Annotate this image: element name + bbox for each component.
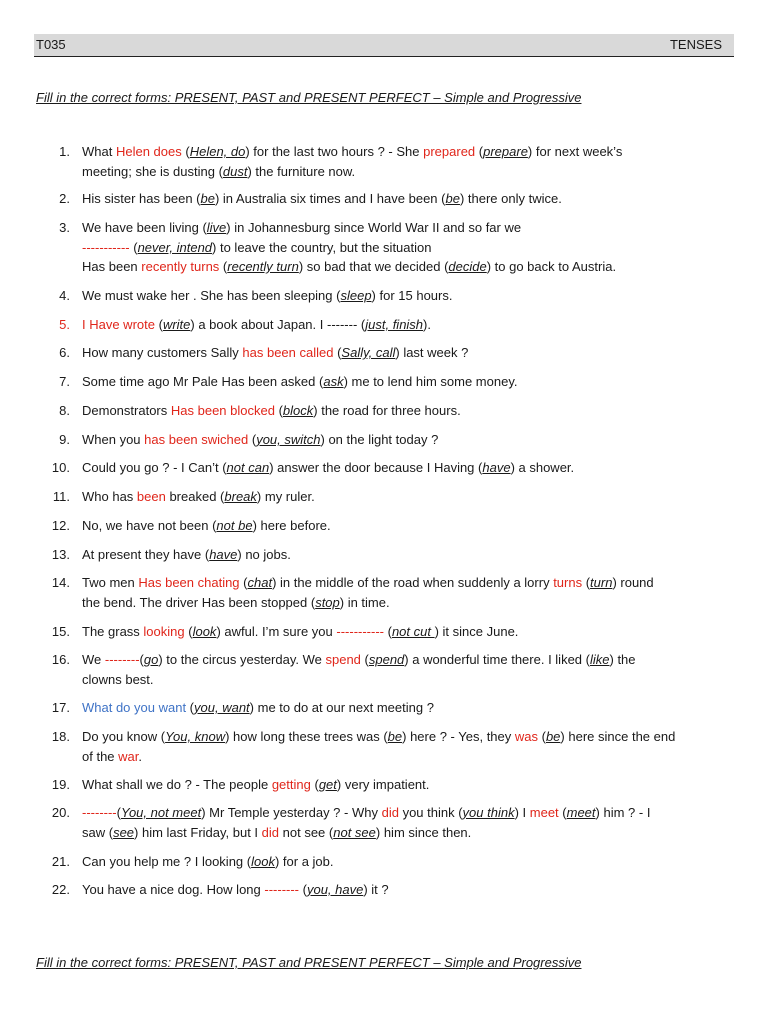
exercise-number: 8. [59, 403, 70, 418]
verb-hint: Sally, call [341, 345, 396, 360]
sentence-text: Who has [82, 489, 137, 504]
sentence-text: ) for a job. [274, 854, 334, 869]
sentence-text: ) to go back to Austria. [486, 259, 617, 274]
sentence-text: ) on the light today ? [320, 432, 439, 447]
sentence-text: Could you go ? - I Can’t ( [82, 460, 227, 475]
verb-hint: You, know [165, 729, 226, 744]
answer-text: has been swiched [144, 432, 249, 447]
exercise-line [82, 747, 730, 767]
exercise-text [82, 343, 730, 363]
sentence-text: How many customers Sally [82, 345, 243, 360]
exercise-line [82, 698, 730, 718]
answer-text: recently turns [141, 259, 220, 274]
answer-text: Helen does [115, 144, 182, 159]
exercise-line [82, 430, 730, 450]
exercise-line [82, 545, 730, 565]
sentence-text: breaked ( [165, 489, 225, 504]
worksheet-code: T035 [36, 37, 66, 52]
exercise-text [82, 487, 730, 507]
exercise-number: 1. [59, 144, 70, 159]
sentence-text: . [138, 748, 142, 764]
exercise-text [82, 573, 730, 612]
sentence-text: ) a shower. [510, 460, 575, 475]
answer-text: -------- [82, 805, 117, 820]
sentence-text: When you [82, 432, 145, 447]
sentence-text: ( [299, 882, 307, 897]
sentence-text: ) me to do at our next meeting ? [249, 700, 434, 715]
exercise-number: 5. [59, 317, 70, 332]
sentence-text: We must wake her . She has been sleeping ( [82, 288, 341, 303]
sentence-text: ( [139, 652, 144, 667]
exercise-line [82, 593, 730, 613]
verb-hint: have [209, 547, 238, 562]
sentence-text: ) I [514, 805, 530, 820]
exercise-text [82, 545, 730, 565]
exercise-item [0, 545, 768, 565]
sentence-text: No, we have not been ( [82, 518, 217, 533]
sentence-text: We [82, 652, 105, 667]
exercise-item [0, 458, 768, 478]
sentence-text: ) the furniture now. [247, 163, 356, 179]
sentence-text: ( [582, 575, 591, 590]
exercise-text [82, 650, 730, 689]
exercise-line [82, 516, 730, 536]
verb-hint: be [445, 191, 460, 206]
exercise-number: 6. [59, 345, 70, 360]
sentence-text: you think ( [398, 805, 463, 820]
exercise-line [82, 218, 730, 238]
exercise-number: 21. [51, 854, 70, 869]
sentence-text: ) so bad that we decided ( [298, 259, 449, 274]
exercise-text [82, 401, 730, 421]
exercise-item [0, 189, 768, 209]
answer-text: meet [529, 805, 559, 820]
answer-text: did [261, 824, 280, 840]
exercise-number: 20. [51, 805, 70, 820]
exercise-line [82, 372, 730, 392]
exercise-text [82, 516, 730, 536]
sentence-text: ( [239, 575, 248, 590]
sentence-text: ) how long these trees was ( [225, 729, 388, 744]
sentence-text: ) the road for three hours. [313, 403, 461, 418]
sentence-text: ( [538, 729, 546, 744]
exercise-item [0, 803, 768, 842]
sentence-text: ( [558, 805, 567, 820]
exercise-line [82, 487, 730, 507]
sentence-text: ( [129, 239, 138, 255]
exercise-text [82, 698, 730, 718]
sentence-text: clowns best. [82, 671, 154, 687]
exercise-number: 22. [51, 882, 70, 897]
header-bar [34, 34, 734, 57]
sentence-text: the bend. The driver Has been stopped ( [82, 594, 316, 610]
sentence-text: ) me to lend him some money. [343, 374, 518, 389]
exercise-line [82, 189, 730, 209]
sentence-text: ( [360, 652, 369, 667]
exercise-number: 12. [51, 518, 70, 533]
verb-hint: spend [368, 652, 405, 667]
exercise-number: 13. [51, 547, 70, 562]
answer-text: looking [143, 624, 185, 639]
sentence-text: ( [384, 624, 392, 639]
exercise-item [0, 516, 768, 536]
answer-text: has been called [242, 345, 334, 360]
answer-text: Has been chating [138, 575, 240, 590]
exercise-text [82, 189, 730, 209]
answer-text: ----------- [336, 624, 384, 639]
exercise-line [82, 401, 730, 421]
exercise-text [82, 622, 730, 642]
sentence-text: ( [333, 345, 342, 360]
answer-text: been [136, 489, 166, 504]
sentence-text: ) here ? - Yes, they [402, 729, 515, 744]
exercise-text [82, 430, 730, 450]
sentence-text: ) for 15 hours. [371, 288, 453, 303]
sentence-text: Some time ago Mr Pale Has been asked ( [82, 374, 324, 389]
exercise-number: 15. [51, 624, 70, 639]
exercise-line [82, 315, 730, 335]
exercise-number: 19. [51, 777, 70, 792]
exercise-text [82, 315, 730, 335]
sentence-text: ( [248, 432, 257, 447]
sentence-text: ) in Johannesburg since World War II and so far we [226, 220, 522, 235]
verb-hint: Helen, do [189, 144, 246, 159]
exercise-number: 4. [59, 288, 70, 303]
exercise-number: 14. [51, 575, 70, 590]
worksheet-topic: TENSES [669, 37, 722, 52]
exercise-number: 16. [51, 652, 70, 667]
exercise-line [82, 670, 730, 690]
sentence-text: ) a wonderful time there. I liked ( [404, 652, 590, 667]
verb-hint: write [162, 317, 191, 332]
sentence-text: ( [310, 777, 319, 792]
exercise-text [82, 142, 730, 181]
sentence-text: ) no jobs. [237, 547, 291, 562]
sentence-text: ) here since the end [560, 729, 676, 744]
sentence-text: His sister has been ( [82, 191, 201, 206]
sentence-text: ) my ruler. [256, 489, 315, 504]
sentence-text: ) in time. [339, 594, 390, 610]
sentence-text: ) awful. I’m sure you [216, 624, 337, 639]
exercise-text [82, 803, 730, 842]
exercise-text [82, 286, 730, 306]
answer-text: ----------- [82, 239, 130, 255]
verb-hint: you, switch [256, 432, 321, 447]
exercise-item [0, 142, 768, 181]
verb-hint: have [482, 460, 511, 475]
sentence-text: ) here before. [252, 518, 331, 533]
exercise-number: 11. [52, 489, 70, 504]
verb-hint: go [143, 652, 159, 667]
answer-text: prepared [423, 144, 476, 159]
sentence-text: saw ( [82, 824, 114, 840]
sentence-text: Do you know ( [82, 729, 166, 744]
sentence-text: ( [154, 317, 163, 332]
verb-hint: prepare [483, 144, 528, 159]
sentence-text: ) it ? [363, 882, 389, 897]
sentence-text: ) him last Friday, but I [134, 824, 262, 840]
exercise-item [0, 698, 768, 718]
exercise-item [0, 430, 768, 450]
exercise-item [0, 218, 768, 277]
verb-hint: just, finish [365, 317, 424, 332]
sentence-text: ) very impatient. [336, 777, 430, 792]
exercise-line [82, 727, 730, 747]
exercise-number: 18. [51, 729, 70, 744]
sentence-text: of the [82, 748, 119, 764]
answer-text: spend [325, 652, 361, 667]
verb-hint: live [206, 220, 227, 235]
answer-text: What do you want [82, 700, 187, 715]
answer-text: -------- [264, 882, 300, 897]
sentence-text: ) last week ? [395, 345, 469, 360]
sentence-text: ) him since then. [375, 824, 472, 840]
exercise-text [82, 218, 730, 277]
sentence-text: ). [423, 317, 431, 332]
exercise-line [82, 458, 730, 478]
verb-hint: decide [448, 259, 487, 274]
exercise-line [82, 286, 730, 306]
sentence-text: ) it since June. [434, 624, 519, 639]
sentence-text: ) Mr Temple yesterday ? - Why [201, 805, 382, 820]
verb-hint: recently turn [227, 259, 299, 274]
sentence-text: At present they have ( [82, 547, 210, 562]
verb-hint: you, have [306, 882, 364, 897]
verb-hint: you think [462, 805, 515, 820]
verb-hint: block [282, 403, 314, 418]
instruction-bottom: Fill in the correct forms: PRESENT, PAST and PRESENT PERFECT – Simple and Progressive [36, 955, 582, 970]
sentence-text: ) in the middle of the road when suddenly a lorry [272, 575, 554, 590]
verb-hint: not be [216, 518, 253, 533]
exercise-item [0, 401, 768, 421]
answer-text: -------- [104, 652, 140, 667]
verb-hint: meet [566, 805, 596, 820]
sentence-text: meeting; she is dusting ( [82, 163, 223, 179]
exercise-line [82, 880, 730, 900]
exercise-text [82, 880, 730, 900]
answer-text: war [118, 748, 139, 764]
exercise-item [0, 343, 768, 363]
exercise-line [82, 573, 730, 593]
exercise-line [82, 823, 730, 843]
exercise-item [0, 727, 768, 766]
sentence-text: ( [186, 700, 195, 715]
answer-text: was [514, 729, 538, 744]
exercise-line [82, 803, 730, 823]
sentence-text: ) to leave the country, but the situation [212, 239, 432, 255]
exercise-number: 7. [59, 374, 70, 389]
sentence-text: ( [219, 259, 228, 274]
sentence-text: ) for next week’s [527, 144, 623, 159]
exercise-line [82, 142, 730, 162]
verb-hint: never, intend [137, 239, 213, 255]
exercise-number: 9. [59, 432, 70, 447]
sentence-text: ) for the last two hours ? - She [245, 144, 424, 159]
sentence-text: You have a nice dog. How long [82, 882, 265, 897]
exercise-item [0, 573, 768, 612]
sentence-text: ) answer the door because I Having ( [269, 460, 483, 475]
exercise-item [0, 880, 768, 900]
exercise-line [82, 238, 730, 258]
verb-hint: like [589, 652, 610, 667]
exercise-line [82, 622, 730, 642]
sentence-text: Has been [82, 259, 142, 274]
verb-hint: you, want [194, 700, 250, 715]
sentence-text: Two men [82, 575, 139, 590]
exercise-item [0, 650, 768, 689]
sentence-text: not see ( [279, 824, 334, 840]
exercise-text [82, 727, 730, 766]
exercise-line [82, 162, 730, 182]
verb-hint: chat [247, 575, 273, 590]
sentence-text: ) the [609, 652, 636, 667]
verb-hint: dust [222, 163, 248, 179]
exercise-item [0, 372, 768, 392]
verb-hint: be [200, 191, 215, 206]
sentence-text: ) to the circus yesterday. We [158, 652, 326, 667]
verb-hint: ask [323, 374, 344, 389]
verb-hint: break [224, 489, 257, 504]
sentence-text: ) round [612, 575, 654, 590]
exercise-item [0, 622, 768, 642]
exercise-item [0, 286, 768, 306]
exercise-number: 3. [59, 220, 70, 235]
exercise-text [82, 852, 730, 872]
exercise-item [0, 487, 768, 507]
sentence-text: The grass [82, 624, 144, 639]
exercise-item [0, 775, 768, 795]
verb-hint: not can [226, 460, 270, 475]
verb-hint: be [387, 729, 403, 744]
sentence-text: ) in Australia six times and I have been ( [214, 191, 446, 206]
instruction-top: Fill in the correct forms: PRESENT, PAST and PRESENT PERFECT – Simple and Progressive [36, 90, 582, 105]
sentence-text: ( [475, 144, 484, 159]
exercise-line [82, 775, 730, 795]
sentence-text: We have been living ( [82, 220, 207, 235]
sentence-text: Can you help me ? I looking ( [82, 854, 252, 869]
sentence-text: ) him ? - I [595, 805, 651, 820]
exercise-line [82, 343, 730, 363]
verb-hint: You, not meet [120, 805, 202, 820]
sentence-text: What shall we do ? - The people [82, 777, 272, 792]
exercise-line [82, 852, 730, 872]
verb-hint: look [251, 854, 275, 869]
exercise-item [0, 315, 768, 335]
exercise-number: 2. [59, 191, 70, 206]
verb-hint: stop [315, 594, 340, 610]
verb-hint: get [318, 777, 337, 792]
sentence-text: ( [184, 624, 193, 639]
sentence-text: Demonstrators [82, 403, 171, 418]
exercise-number: 17. [51, 700, 70, 715]
answer-text: turns [553, 575, 583, 590]
sentence-text: ( [116, 805, 121, 820]
answer-text: Has been blocked [170, 403, 275, 418]
sentence-text: ( [181, 144, 190, 159]
answer-text: did [381, 805, 399, 820]
sentence-text: ) there only twice. [459, 191, 562, 206]
answer-text: I Have wrote [82, 317, 155, 332]
sentence-text: ( [274, 403, 283, 418]
verb-hint: not see [333, 824, 376, 840]
exercise-text [82, 775, 730, 795]
verb-hint: see [113, 824, 135, 840]
verb-hint: not cut [391, 624, 435, 639]
exercise-line [82, 650, 730, 670]
verb-hint: turn [590, 575, 613, 590]
sentence-text: ) a book about Japan. I ------- ( [190, 317, 366, 332]
exercise-text [82, 372, 730, 392]
verb-hint: sleep [340, 288, 372, 303]
verb-hint: look [192, 624, 217, 639]
exercise-item [0, 852, 768, 872]
exercise-line [82, 257, 730, 277]
answer-text: getting [271, 777, 311, 792]
verb-hint: be [545, 729, 561, 744]
exercise-number: 10. [51, 460, 70, 475]
exercise-text [82, 458, 730, 478]
sentence-text: What [82, 144, 116, 159]
